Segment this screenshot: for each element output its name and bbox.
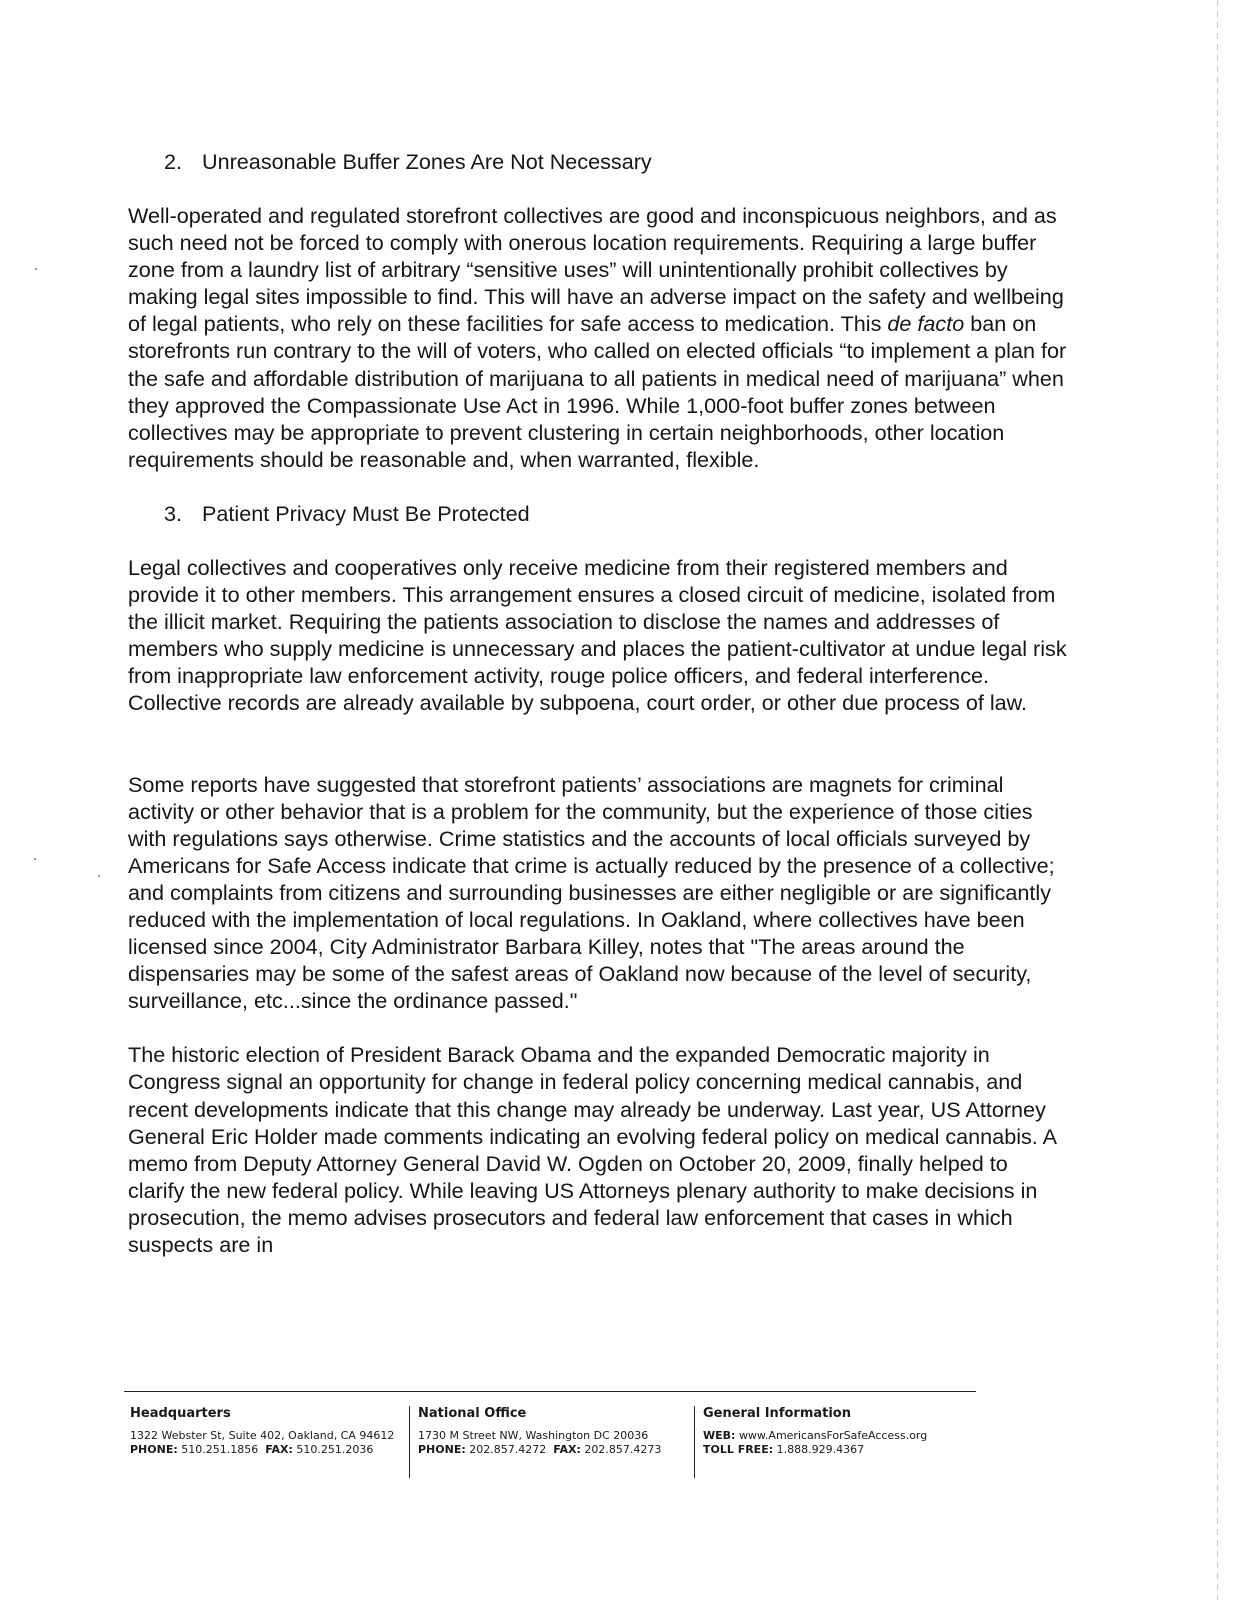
paragraph-patient-privacy: Legal collectives and cooperatives only receive medicine from their registered members and provide it to other members. This arrangement ensures a closed circuit of medicine, isolated from the illicit market. Requiring the patients association to disclose the names and addresses of members who supply medicine is unnecessary and places the patient-cultivator at undue legal risk from inappropriate law enforcement activity, rouge police officers, and federal interference. Collective records are already available by subpoena, court order, or other due process of law.	[128, 554, 1067, 716]
section-title: Unreasonable Buffer Zones Are Not Necessary	[202, 149, 652, 174]
italic-phrase: de facto	[887, 311, 965, 337]
website-link[interactable]: www.AmericansForSafeAccess.org	[738, 1429, 928, 1442]
paragraph-text: ban on storefronts run contrary to the will of voters, who called on elected officials “to implement a plan for the safe and affordable distribution of marijuana to all patients in medical need of marijuana” when they approved the Compassionate Use Act in 1996. While 1,000-foot buffer zones between collectives may be appropriate to prevent clustering in certain neighborhoods, other location requirements should be reasonable and, when warranted, flexible.	[128, 311, 1067, 472]
footer-general-info	[694, 1406, 927, 1478]
section-number: 3.	[164, 500, 183, 526]
footer-phone-fax: PHONE: 510.251.1856 FAX: 510.251.2036	[130, 1443, 374, 1456]
footer-heading: National Office	[418, 1406, 527, 1421]
scan-page-edge	[1217, 0, 1218, 1600]
footer-headquarters	[130, 1406, 394, 1457]
footer-address: 1730 M Street NW, Washington DC 20036	[418, 1429, 649, 1442]
footer-national-office	[409, 1406, 661, 1478]
footer-heading: Headquarters	[130, 1406, 231, 1421]
paragraph-buffer-zones	[128, 202, 1068, 473]
section-heading-patient-privacy	[128, 500, 1068, 527]
scan-speck	[98, 875, 100, 877]
paragraph-text: Well-operated and regulated storefront collectives are good and inconspicuous neighbors, and as such need not be forced to comply with onerous location requirements. Requiring a large buffer zone from a laundry list of arbitrary “sensitive uses” will unintentionally prohibit collectives by making legal sites impossible to find. This will have an adverse impact on the safety and wellbeing of legal patients, who rely on these facilities for safe access to medication. This	[128, 203, 1064, 337]
section-heading-buffer-zones	[128, 148, 1068, 175]
scan-speck	[35, 268, 37, 270]
footer-toll-free: TOLL FREE: 1.888.929.4367	[703, 1443, 865, 1456]
section-title: Patient Privacy Must Be Protected	[202, 500, 530, 526]
footer-web: WEB: www.AmericansForSafeAccess.org	[703, 1429, 928, 1442]
footer-phone-fax: PHONE: 202.857.4272 FAX: 202.857.4273	[418, 1443, 662, 1456]
section-number: 2.	[164, 149, 183, 174]
footer-address: 1322 Webster St, Suite 402, Oakland, CA 94612	[130, 1429, 395, 1442]
paragraph-crime-reports: Some reports have suggested that storefront patients’ associations are magnets for criminal activity or other behavior that is a problem for the community, but the experience of those cities with regulations says otherwise. Crime statistics and the accounts of local officials surveyed by Americans for Safe Access indicate that crime is actually reduced by the presence of a collective; and complaints from citizens and surrounding businesses are either negligible or are significantly reduced with the implementation of local regulations. In Oakland, where collectives have been licensed since 2004, City Administrator Barbara Killey, notes that "The areas around the dispensaries may be some of the safest areas of Oakland now because of the level of security, surveillance, etc...since the ordinance passed."	[128, 771, 1055, 1014]
paragraph-federal-policy: The historic election of President Barack Obama and the expanded Democratic majority in Congress signal an opportunity for change in federal policy concerning medical cannabis, and recent developments indicate that this change may already be underway. Last year, US Attorney General Eric Holder made comments indicating an evolving federal policy on medical cannabis. A memo from Deputy Attorney General David W. Ogden on October 20, 2009, finally helped to clarify the new federal policy. While leaving US Attorneys plenary authority to make decisions in prosecution, the memo advises prosecutors and federal law enforcement that cases in which suspects are in	[128, 1042, 1056, 1257]
scan-speck	[34, 858, 36, 860]
document-body	[128, 148, 1068, 1285]
footer-divider	[124, 1391, 976, 1392]
footer-heading: General Information	[703, 1406, 851, 1421]
